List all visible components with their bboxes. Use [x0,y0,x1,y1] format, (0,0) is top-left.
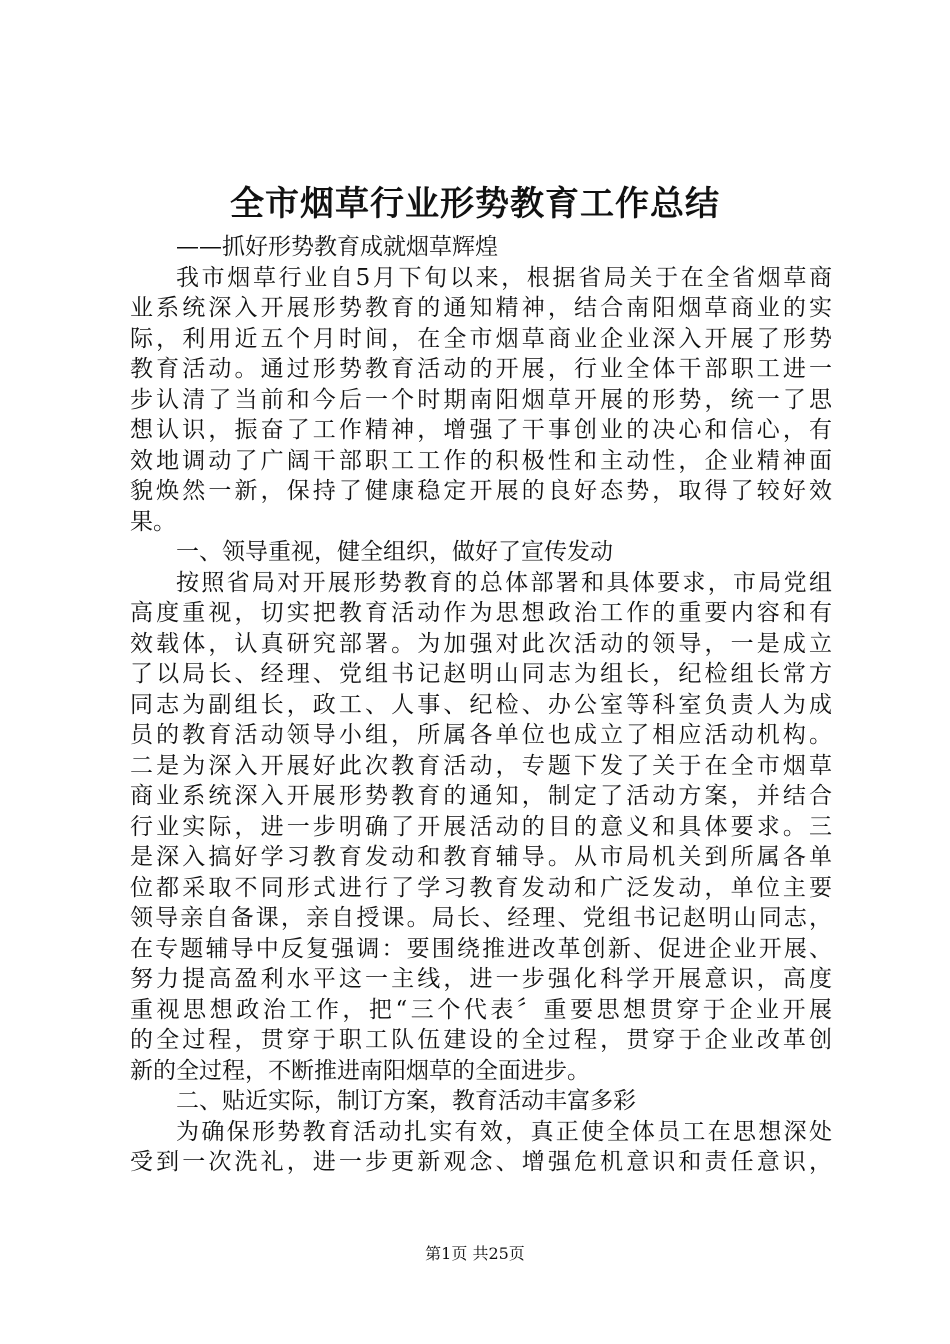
body-line: 效地调动了广阔干部职工工作的积极性和主动性，企业精神面 [130,447,832,474]
body-line: 按照省局对开展形势教育的总体部署和具体要求，市局党组 [176,569,832,596]
body-line: 果。 [130,508,176,535]
body-line: 受到一次洗礼，进一步更新观念、增强危机意识和责任意识， [130,1149,832,1175]
body-line: 新的全过程，不断推进南阳烟草的全面进步。 [130,1057,590,1084]
body-line: 为确保形势教育活动扎实有效，真正使全体员工在思想深处 [176,1118,832,1145]
document-body [130,232,832,1178]
body-line: 了以局长、经理、党组书记赵明山同志为组长，纪检组长常方 [130,661,832,687]
body-line: 努力提高盈利水平这一主线，进一步强化科学开展意识，高度 [130,966,832,992]
body-line: 商业系统深入开展形势教育的通知，制定了活动方案，并结合 [130,783,832,809]
body-line: 业系统深入开展形势教育的通知精神，结合南阳烟草商业的实 [130,295,832,321]
body-line: 步认清了当前和今后一个时期南阳烟草开展的形势，统一了思 [130,386,832,413]
body-line: 教育活动。通过形势教育活动的开展，行业全体干部职工进一 [130,356,832,382]
body-line: 一、领导重视，健全组织，做好了宣传发动 [176,539,613,565]
body-line: 二、贴近实际，制订方案，教育活动丰富多彩 [176,1088,636,1114]
body-line: 同志为副组长，政工、人事、纪检、办公室等科室负责人为成 [130,691,832,718]
body-line: 我市烟草行业自5月下旬以来，根据省局关于在全省烟草商 [176,264,832,291]
body-line: 高度重视，切实把教育活动作为思想政治工作的重要内容和有 [130,600,832,626]
document-title: 全市烟草行业形势教育工作总结 [230,184,720,224]
body-line: 貌焕然一新，保持了健康稳定开展的良好态势，取得了较好效 [130,478,832,504]
body-line: 际，利用近五个月时间，在全市烟草商业企业深入开展了形势 [130,325,832,352]
body-line: 位都采取不同形式进行了学习教育发动和广泛发动，单位主要 [130,874,832,901]
body-line: 重视思想政治工作，把“三个代表〞重要思想贯穿于企业开展 [130,996,832,1023]
body-line: 领导亲自备课，亲自授课。局长、经理、党组书记赵明山同志， [130,905,832,931]
body-line: 的全过程，贯穿于职工队伍建设的全过程，贯穿于企业改革创 [130,1027,832,1053]
body-line: 二是为深入开展好此次教育活动，专题下发了关于在全市烟草 [130,752,832,779]
body-line: 是深入搞好学习教育发动和教育辅导。从市局机关到所属各单 [130,844,832,870]
body-line: ——抓好形势教育成就烟草辉煌 [176,234,498,260]
body-line: 员的教育活动领导小组，所属各单位也成立了相应活动机构。 [130,722,832,748]
page-footer: 第1页 共25页 [425,1244,525,1263]
body-line: 想认识，振奋了工作精神，增强了干事创业的决心和信心，有 [130,417,832,443]
body-line: 行业实际，进一步明确了开展活动的目的意义和具体要求。三 [130,813,832,840]
body-line: 效载体，认真研究部署。为加强对此次活动的领导，一是成立 [130,630,832,657]
body-line: 在专题辅导中反复强调：要围绕推进改革创新、促进企业开展、 [130,935,832,962]
